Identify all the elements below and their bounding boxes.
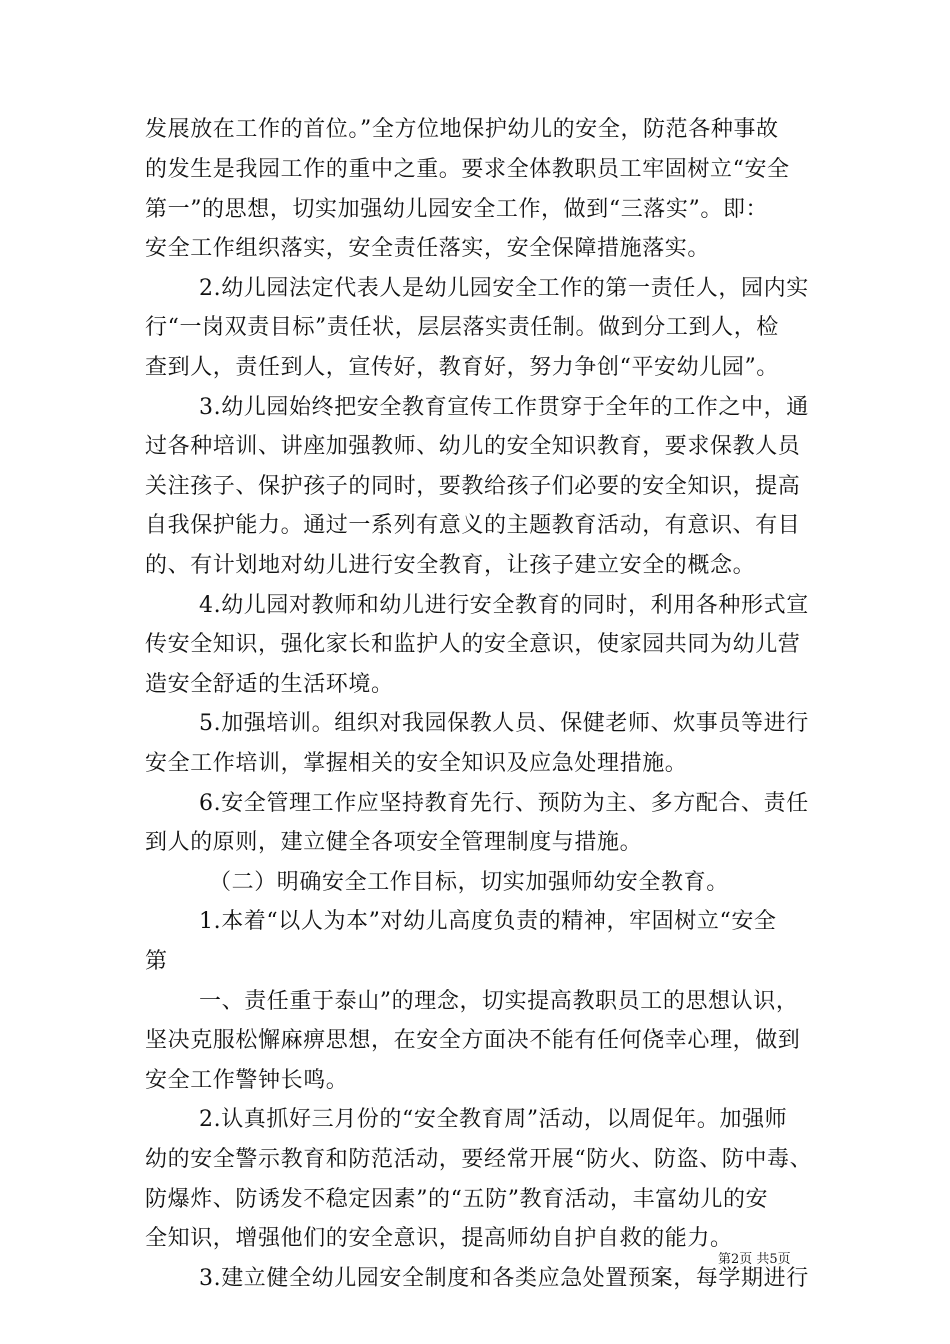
- text-line: 安全工作组织落实，安全责任落实，安全保障措施落实。: [145, 236, 711, 261]
- text-line: 造安全舒适的生活环境。: [145, 672, 394, 697]
- text-line: 安全工作警钟长鸣。: [145, 1068, 349, 1093]
- section-heading: （二）明确安全工作目标，切实加强师幼安全教育。: [209, 870, 729, 895]
- text-line: 到人的原则，建立健全各项安全管理制度与措施。: [145, 830, 643, 855]
- text-line: 全知识，增强他们的安全意识，提高师幼自护自救的能力。: [145, 1226, 733, 1251]
- text-line: 自我保护能力。通过一系列有意义的主题教育活动，有意识、有目: [145, 513, 801, 538]
- text-line: 3.幼儿园始终把安全教育宣传工作贯穿于全年的工作之中，通: [199, 395, 809, 420]
- text-line: 幼的安全警示教育和防范活动，要经常开展“防火、防盗、防中毒、: [145, 1147, 813, 1172]
- text-line: 1.本着“以人为本”对幼儿高度负责的精神，牢固树立“安全: [199, 909, 777, 934]
- text-line: 的、有计划地对幼儿进行安全教育，让孩子建立安全的概念。: [145, 553, 756, 578]
- text-line: 传安全知识，强化家长和监护人的安全意识，使家园共同为幼儿营: [145, 632, 801, 657]
- text-line: 发展放在工作的首位。”全方位地保护幼儿的安全，防范各种事故: [145, 117, 779, 142]
- text-line: 防爆炸、防诱发不稳定因素”的“五防”教育活动，丰富幼儿的安: [145, 1187, 769, 1212]
- text-line: 安全工作培训，掌握相关的安全知识及应急处理措施。: [145, 751, 688, 776]
- text-line: 关注孩子、保护孩子的同时，要教给孩子们必要的安全知识，提高: [145, 474, 801, 499]
- text-line: 2.认真抓好三月份的“安全教育周”活动，以周促年。加强师: [199, 1107, 788, 1132]
- text-line: 查到人，责任到人，宣传好，教育好，努力争创“平安幼儿园”。: [145, 355, 779, 380]
- text-line: 坚决克服松懈麻痹思想，在安全方面决不能有任何侥幸心理，做到: [145, 1028, 801, 1053]
- text-line: 的发生是我园工作的重中之重。要求全体教职员工牢固树立“安全: [145, 157, 790, 182]
- text-line: 第一”的思想，切实加强幼儿园安全工作，做到“三落实”。即：: [145, 197, 769, 222]
- text-line: 2.幼儿园法定代表人是幼儿园安全工作的第一责任人，园内实: [199, 276, 809, 301]
- page-number: 第2页 共5页: [718, 1252, 791, 1267]
- text-line: 一、责任重于泰山”的理念，切实提高教职员工的思想认识，: [199, 989, 799, 1014]
- text-line: 第: [145, 949, 168, 974]
- text-line: 4.幼儿园对教师和幼儿进行安全教育的同时，利用各种形式宣: [199, 593, 809, 618]
- text-line: 行“一岗双责目标”责任状，层层落实责任制。做到分工到人，检: [145, 315, 779, 340]
- text-line: 3.建立健全幼儿园安全制度和各类应急处置预案，每学期进行: [199, 1266, 809, 1291]
- text-line: 6.安全管理工作应坚持教育先行、预防为主、多方配合、责任: [199, 791, 809, 816]
- text-line: 5.加强培训。组织对我园保教人员、保健老师、炊事员等进行: [199, 711, 809, 736]
- text-line: 过各种培训、讲座加强教师、幼儿的安全知识教育，要求保教人员: [145, 434, 801, 459]
